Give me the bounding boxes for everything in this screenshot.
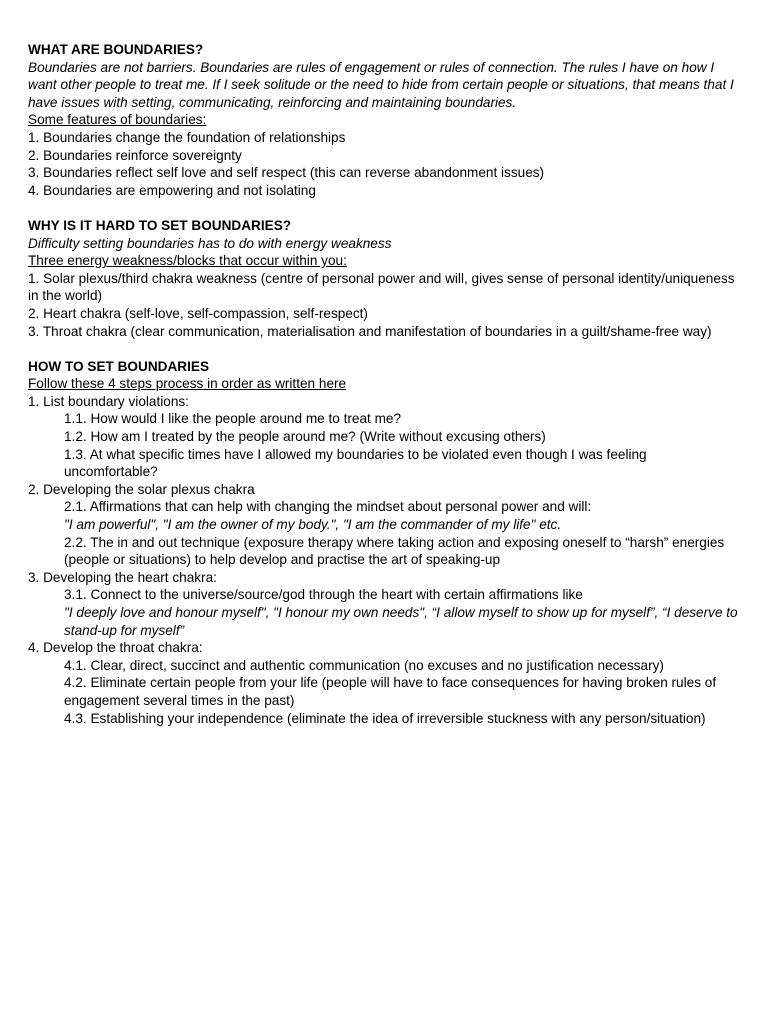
section-heading-why-hard: WHY IS IT HARD TO SET BOUNDARIES? — [28, 217, 292, 233]
section-intro-text: Difficulty setting boundaries has to do with energy weakness — [28, 235, 392, 251]
list-item: 3. Boundaries reflect self love and self respect (this can reverse abandonment issues) — [28, 165, 545, 181]
section-heading-how-to-set: HOW TO SET BOUNDARIES — [28, 358, 210, 374]
step-title: 4. Develop the throat chakra: — [28, 640, 203, 656]
document-page — [28, 41, 740, 727]
step-subitem: 2.1. Affirmations that can help with changing the mindset about personal power and will: — [64, 499, 592, 515]
list-item: 2. Heart chakra (self-love, self-compassion, self-respect) — [28, 305, 368, 321]
affirmation-quote: "I deeply love and honour myself", "I honour my own needs", “I allow myself to show up for myself”, “I deserve to stand-up for myself” — [64, 605, 738, 638]
list-item: 4. Boundaries are empowering and not isolating — [28, 182, 316, 198]
section-subheading: Three energy weakness/blocks that occur within you: — [28, 253, 347, 269]
step-subitem: 4.2. Eliminate certain people from your life (people will have to face consequences for having broken rules of engagement several times in the past) — [64, 675, 717, 708]
step-title: 3. Developing the heart chakra: — [28, 569, 217, 585]
section-subheading: Some features of boundaries: — [28, 112, 207, 128]
step-subitem: 3.1. Connect to the universe/source/god through the heart with certain affirmations like — [64, 587, 583, 603]
step-subitem: 4.3. Establishing your independence (eliminate the idea of irreversible stuckness with any person/situation) — [64, 710, 706, 726]
step-title: 2. Developing the solar plexus chakra — [28, 481, 255, 497]
step-subitem: 2.2. The in and out technique (exposure therapy where taking action and exposing oneself to “harsh” energies (people or situations) to help develop and practise the art of speaking-up — [64, 534, 725, 568]
section-intro-text: Boundaries are not barriers. Boundaries are rules of engagement or rules of connection. The rules I have on how I want other people to treat me. If I seek solitude or the need to hide from certain people or situations, that means that I have issues with setting, communicating, reinforcing and maintaining boundaries. — [28, 59, 734, 110]
step-subitem: 1.1. How would I like the people around me to treat me? — [64, 411, 402, 427]
list-item: 2. Boundaries reinforce sovereignty — [28, 147, 242, 163]
step-subitem: 4.1. Clear, direct, succinct and authentic communication (no excuses and no justification necessary) — [64, 657, 664, 673]
list-item: 1. Boundaries change the foundation of relationships — [28, 129, 346, 145]
list-item: 1. Solar plexus/third chakra weakness (centre of personal power and will, gives sense of personal identity/uniqueness in the world) — [28, 270, 735, 304]
section-heading-what-are-boundaries: WHAT ARE BOUNDARIES? — [28, 42, 204, 57]
step-title: 1. List boundary violations: — [28, 393, 189, 409]
section-spacer — [28, 199, 740, 217]
step-subitem: 1.3. At what specific times have I allowed my boundaries to be violated even though I was feeling uncomfortable? — [64, 446, 647, 480]
section-subheading: Follow these 4 steps process in order as written here — [28, 376, 347, 392]
step-subitem: 1.2. How am I treated by the people around me? (Write without excusing others) — [64, 429, 546, 445]
section-spacer — [28, 340, 740, 358]
affirmation-quote: "I am powerful", "I am the owner of my body.", "I am the commander of my life" etc. — [64, 517, 562, 533]
list-item: 3. Throat chakra (clear communication, materialisation and manifestation of boundaries in a guilt/shame-free way) — [28, 323, 712, 339]
